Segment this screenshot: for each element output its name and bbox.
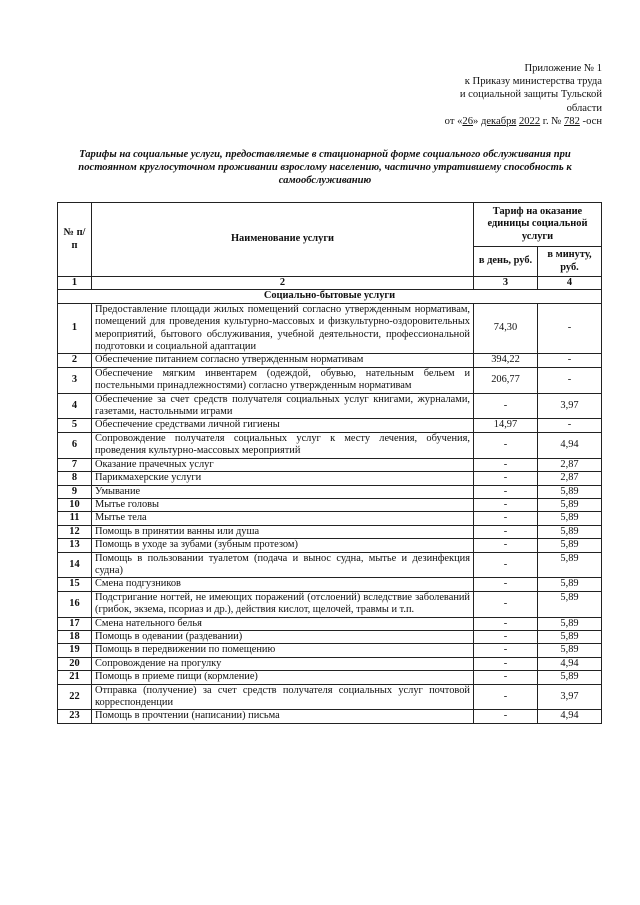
tariff-per-minute: - [538,419,602,432]
row-number: 9 [58,485,92,498]
row-number: 18 [58,630,92,643]
column-index: 1 [58,277,92,290]
table-row [58,354,602,367]
service-name: Помощь в пользовании туалетом (подача и вынос судна, мытье и дезинфекция судна) [92,552,474,578]
order-mid: » [473,115,481,127]
tariff-per-minute: 4,94 [538,657,602,670]
service-name: Отправка (получение) за счет средств получателя социальных услуг почтовой корреспонденции [92,684,474,710]
column-index: 2 [92,277,474,290]
table-row [58,525,602,538]
tariff-per-day: - [474,657,538,670]
table-row [58,617,602,630]
order-month: декабря [480,115,517,127]
tariff-per-minute: 5,89 [538,671,602,684]
order-number: 782 [564,115,580,127]
row-number: 4 [58,393,92,419]
table-row [58,458,602,471]
service-name: Сопровождение на прогулку [92,657,474,670]
tariff-per-minute: 5,89 [538,485,602,498]
tariff-per-day: - [474,684,538,710]
tariff-per-day: - [474,485,538,498]
service-name: Помощь в уходе за зубами (зубным протезом) [92,539,474,552]
tariff-per-minute: 5,89 [538,617,602,630]
order-reference [382,115,602,128]
tariff-per-minute: - [538,367,602,393]
tariff-per-day: - [474,458,538,471]
order-day: 26 [462,115,473,127]
table-row [58,552,602,578]
annex-line-1: Приложение № 1 [524,63,602,74]
service-name: Помощь в приеме пищи (кормление) [92,671,474,684]
tariff-per-day: - [474,539,538,552]
tariff-per-minute: 3,97 [538,684,602,710]
section-title: Социально-бытовые услуги [58,290,602,303]
tariff-per-minute: 5,89 [538,552,602,578]
service-name: Парикмахерские услуги [92,472,474,485]
row-number: 12 [58,525,92,538]
tariff-per-minute: 5,89 [538,525,602,538]
table-row [58,393,602,419]
tariff-per-minute: 2,87 [538,472,602,485]
service-name: Мытье головы [92,498,474,511]
column-index-row [58,277,602,290]
tariff-table [57,202,602,724]
tariff-per-minute: 5,89 [538,498,602,511]
service-name: Смена подгузников [92,578,474,591]
row-number: 6 [58,432,92,458]
service-name: Обеспечение мягким инвентарем (одеждой, обувью, нательным бельем и постельными принадлежностями) согласно утвержденным нормативам [92,367,474,393]
tariff-per-minute: 5,89 [538,539,602,552]
tariff-per-day: - [474,432,538,458]
tariff-per-day: 74,30 [474,303,538,354]
row-number: 22 [58,684,92,710]
table-row [58,630,602,643]
row-number: 8 [58,472,92,485]
column-index: 3 [474,277,538,290]
row-number: 20 [58,657,92,670]
tariff-per-day: - [474,710,538,723]
tariff-per-day: - [474,644,538,657]
order-suffix: -осн [579,115,602,127]
tariff-per-day: - [474,591,538,617]
table-row [58,485,602,498]
order-year: 2022 [518,115,541,127]
service-name: Мытье тела [92,512,474,525]
order-mid2: г. № [540,115,564,127]
tariff-per-day: - [474,393,538,419]
tariff-per-day: - [474,617,538,630]
row-number: 19 [58,644,92,657]
service-name: Помощь в передвижении по помещению [92,644,474,657]
header-name: Наименование услуги [92,203,474,277]
tariff-per-day: - [474,472,538,485]
tariff-per-minute: 5,89 [538,578,602,591]
header-per-day: в день, руб. [474,247,538,277]
row-number: 3 [58,367,92,393]
service-name: Обеспечение средствами личной гигиены [92,419,474,432]
tariff-per-minute: 2,87 [538,458,602,471]
service-name: Подстригание ногтей, не имеющих поражений (отслоений) вследствие заболеваний (грибок, экзема, псориаз и др.), действия кислот, щелочей, травмы и т.п. [92,591,474,617]
row-number: 10 [58,498,92,511]
table-row [58,644,602,657]
tariff-per-day: 14,97 [474,419,538,432]
service-name: Помощь в одевании (раздевании) [92,630,474,643]
service-name: Помощь в принятии ванны или душа [92,525,474,538]
row-number: 15 [58,578,92,591]
table-row [58,671,602,684]
tariff-per-minute: - [538,303,602,354]
tariff-per-day: - [474,552,538,578]
tariff-per-day: 206,77 [474,367,538,393]
row-number: 23 [58,710,92,723]
section-row [58,290,602,303]
service-name: Сопровождение получателя социальных услуг к месту лечения, обучения, проведения культурно-массовых мероприятий [92,432,474,458]
row-number: 14 [58,552,92,578]
table-row [58,657,602,670]
service-name: Оказание прачечных услуг [92,458,474,471]
service-name: Обеспечение питанием согласно утвержденным нормативам [92,354,474,367]
annex-line-2: к Приказу министерства труда [464,76,602,88]
row-number: 5 [58,419,92,432]
service-name: Предоставление площади жилых помещений согласно утвержденным нормативам, помещений для проведения культурно-массовых и физкультурно-оздоровительных мероприятий, бытового обслуживания, учебной деятельности, профессиональной подготовки и социальной адаптации [92,303,474,354]
table-row [58,512,602,525]
tariff-per-minute: 4,94 [538,432,602,458]
header-per-minute: в минуту, руб. [538,247,602,277]
tariff-per-day: - [474,512,538,525]
row-number: 7 [58,458,92,471]
tariff-per-day: - [474,630,538,643]
column-index: 4 [538,277,602,290]
service-name: Умывание [92,485,474,498]
tariff-per-minute: 3,97 [538,393,602,419]
tariff-per-minute: - [538,354,602,367]
row-number: 1 [58,303,92,354]
table-row [58,578,602,591]
table-row [58,710,602,723]
tariff-per-day: - [474,578,538,591]
table-row [58,367,602,393]
tariff-per-day: 394,22 [474,354,538,367]
row-number: 13 [58,539,92,552]
tariff-per-minute: 5,89 [538,591,602,617]
annex-line-3: и социальной защиты Тульской [459,89,602,101]
table-row [58,472,602,485]
table-row [58,432,602,458]
document-title: Тарифы на социальные услуги, предоставляемые в стационарной форме социального обслуживания при постоянном круглосуточном проживании взрослому населению, частично утратившему способность к самообслуживанию [78,149,572,187]
row-number: 11 [58,512,92,525]
row-number: 2 [58,354,92,367]
tariff-per-day: - [474,525,538,538]
header-num: № п/п [58,203,92,277]
table-row [58,498,602,511]
tariff-per-minute: 5,89 [538,644,602,657]
service-name: Помощь в прочтении (написании) письма [92,710,474,723]
tariff-per-minute: 4,94 [538,710,602,723]
row-number: 16 [58,591,92,617]
tariff-per-day: - [474,498,538,511]
header-tariff: Тариф на оказание единицы социальной услуги [474,203,602,247]
order-prefix: от « [444,115,463,127]
row-number: 17 [58,617,92,630]
annex-line-4: области [566,102,602,114]
annex-header [382,62,602,128]
service-name: Смена нательного белья [92,617,474,630]
service-name: Обеспечение за счет средств получателя социальных услуг книгами, журналами, газетами, настольными играми [92,393,474,419]
tariff-per-minute: 5,89 [538,630,602,643]
table-row [58,684,602,710]
table-row [58,303,602,354]
table-row [58,419,602,432]
tariff-per-minute: 5,89 [538,512,602,525]
tariff-per-day: - [474,671,538,684]
table-row [58,591,602,617]
table-row [58,539,602,552]
row-number: 21 [58,671,92,684]
